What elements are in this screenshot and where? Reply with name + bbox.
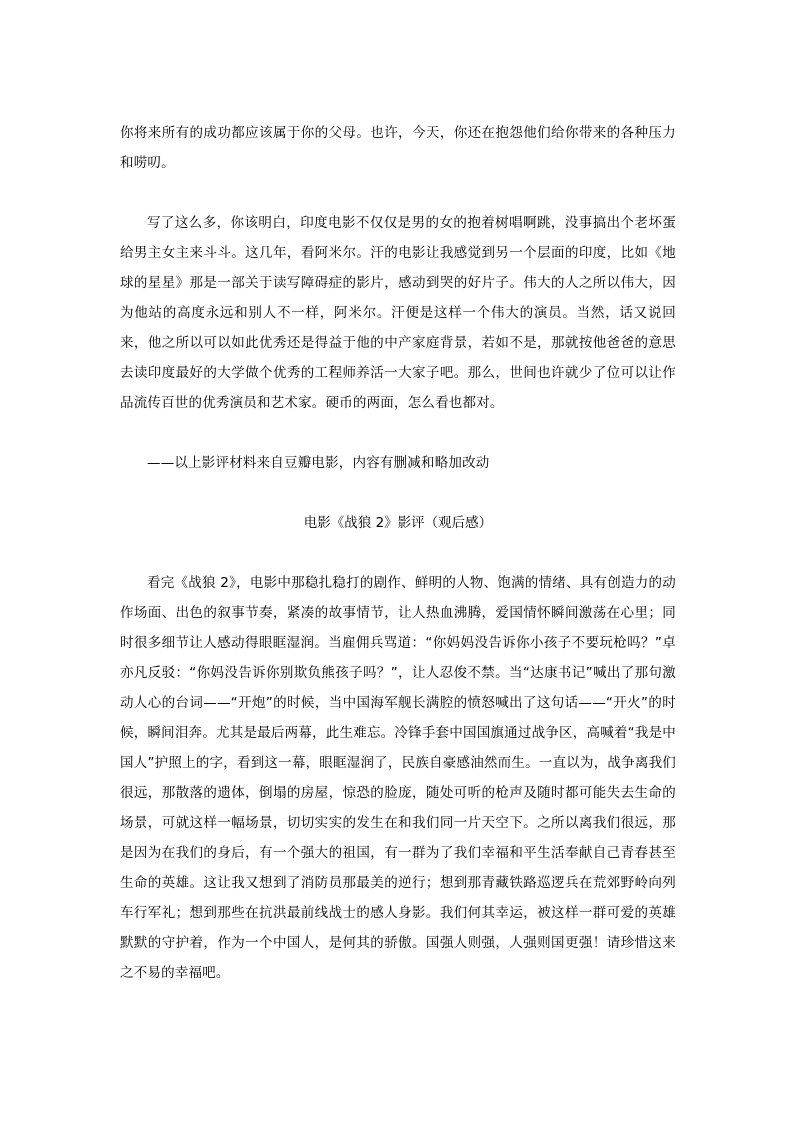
- paragraph-wolf-warrior-review: 看完《战狼 2》，电影中那稳扎稳打的剧作、鲜明的人物、饱满的情绪、具有创造力的动作场面、出色的叙事节奏，紧凑的故事情节，让人热血沸腾，爱国情怀瞬间激荡在心里；同时很多细节让人感动得眼眶湿润。当雇佣兵骂道：“你妈妈没告诉你小孩子不要玩枪吗？”卓亦凡反驳：“你妈没告诉你别欺负熊孩子吗？”，让人忍俊不禁。当“达康书记”喊出了那句激动人心的台词——“开炮”的时候，当中国海军舰长满腔的愤怒喊出了这句话——“开火”的时候，瞬间泪奔。尤其是最后两幕，此生难忘。冷锋手套中国国旗通过战争区，高喊着“我是中国人”护照上的字，看到这一幕，眼眶湿润了，民族自豪感油然而生。一直以为，战争离我们很远，那散落的遗体，倒塌的房屋，惊恐的脸庞，随处可听的枪声及随时都可能失去生命的场景，可就这样一幅场景，切切实实的发生在和我们同一片天空下。之所以离我们很远，那是因为在我们的身后，有一个强大的祖国，有一群为了我们幸福和平生活奉献自己青春甚至生命的英雄。这让我又想到了消防员那最美的逆行；想到那青藏铁路巡逻兵在荒郊野岭向列车行军礼；想到那些在抗洪最前线战士的感人身影。我们何其幸运，被这样一群可爱的英雄默默的守护着，作为一个中国人，是何其的骄傲。国强人则强，人强则国更强！请珍惜这来之不易的幸福吧。: [120, 575, 676, 981]
- document-page: [120, 118, 676, 988]
- paragraph-indian-cinema: 写了这么多，你该明白，印度电影不仅仅是男的女的抱着树唱啊跳，没事搞出个老坏蛋给男主女主来斗斗。这几年，看阿米尔。汗的电影让我感觉到另一个层面的印度，比如《地球的星星》那是一部关于读写障碍症的影片，感动到哭的好片子。伟大的人之所以伟大，因为他站的高度永远和别人不一样，阿米尔。汗便是这样一个伟大的演员。当然，话又说回来，他之所以可以如此优秀还是得益于他的中产家庭背景，若如不是，那就按他爸爸的意思去读印度最好的大学做个优秀的工程师养活一大家子吧。那么，世间也许就少了位可以让作品流传百世的优秀演员和艺术家。硬币的两面，怎么看也都对。: [120, 215, 676, 411]
- review-title: 电影《战狼 2》影评（观后感）: [303, 515, 493, 531]
- paragraph-source-note: ——以上影评材料来自豆瓣电影，内容有删减和略加改动: [147, 455, 490, 471]
- paragraph-parents: 你将来所有的成功都应该属于你的父母。也许，今天，你还在抱怨他们给你带来的各种压力和唠叨。: [120, 125, 676, 171]
